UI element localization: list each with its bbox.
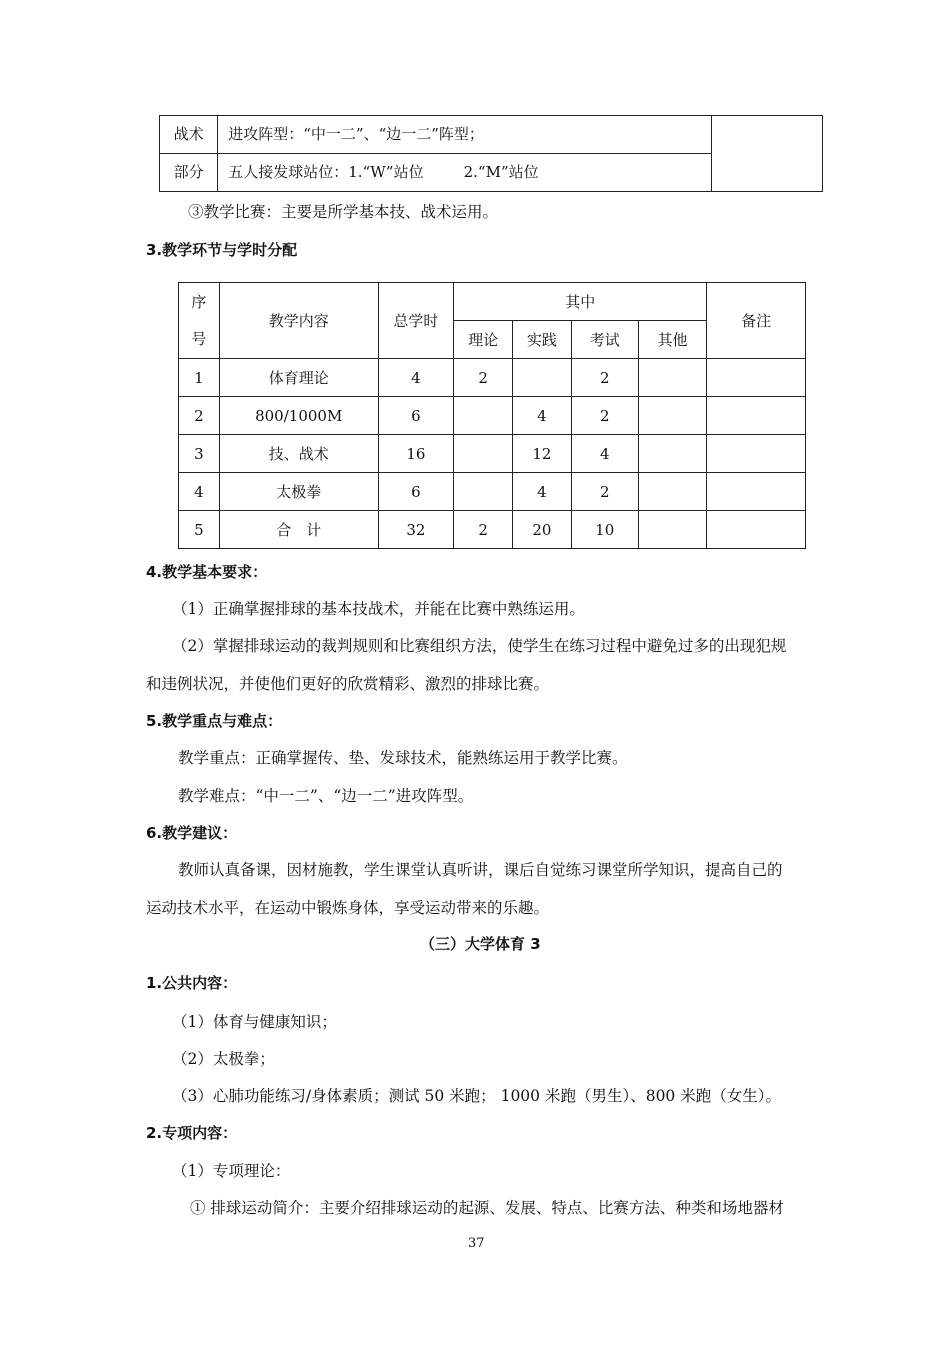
key-point: 教学重点：正确掌握传、垫、发球技术，能熟练运用于教学比赛。: [178, 749, 628, 767]
cell-total: 6: [378, 473, 454, 511]
header-exam: 考试: [571, 321, 638, 359]
cell-theory: 2: [454, 511, 513, 549]
header-total: 总学时: [378, 283, 454, 359]
page-number: 37: [468, 1236, 485, 1251]
cell-exam: 2: [571, 359, 638, 397]
cell-seq: 2: [179, 397, 220, 435]
cell-theory: [454, 473, 513, 511]
cell-content: 太极拳: [219, 473, 378, 511]
cell-content: 体育理论: [219, 359, 378, 397]
cell-seq: 1: [179, 359, 220, 397]
cell-total: 4: [378, 359, 454, 397]
table-row: [179, 473, 806, 511]
public-content-title: 1.公共内容：: [146, 974, 238, 992]
cell-total: 16: [378, 435, 454, 473]
cell-other: [638, 435, 707, 473]
cell-seq: 5: [179, 511, 220, 549]
tactics-row-2a: 五人接发球站位：1.“W”站位: [228, 163, 424, 181]
cell-practice: 4: [513, 473, 572, 511]
table-row: [179, 435, 806, 473]
course-title: （三）大学体育 3: [420, 935, 541, 953]
special-content-title: 2.专项内容：: [146, 1124, 238, 1142]
cell-exam: 4: [571, 435, 638, 473]
table-row: [179, 359, 806, 397]
cell-practice: [513, 359, 572, 397]
difficulty: 教学难点：“中一二”、“边一二”进攻阵型。: [178, 787, 474, 805]
tactics-label-1: 战术: [160, 116, 218, 154]
cell-total: 6: [378, 397, 454, 435]
cell-practice: 12: [513, 435, 572, 473]
cell-content: 技、战术: [219, 435, 378, 473]
match-note: ③教学比赛：主要是所学基本技、战术运用。: [188, 203, 499, 221]
special-item-1-intro: ① 排球运动简介：主要介绍排球运动的起源、发展、特点、比赛方法、种类和场地器材: [190, 1199, 784, 1217]
section-4-title: 4.教学基本要求：: [146, 563, 268, 581]
cell-notes: [707, 397, 806, 435]
requirement-1: （1）正确掌握排球的基本技战术，并能在比赛中熟练运用。: [172, 600, 585, 618]
cell-notes: [707, 473, 806, 511]
cell-notes: [707, 511, 806, 549]
public-item-1: （1）体育与健康知识；: [172, 1013, 337, 1031]
cell-notes: [707, 359, 806, 397]
cell-theory: [454, 397, 513, 435]
cell-content: 合 计: [219, 511, 378, 549]
section-3-title: 3.教学环节与学时分配: [146, 241, 298, 259]
public-item-2: （2）太极拳；: [172, 1050, 275, 1068]
cell-seq: 4: [179, 473, 220, 511]
special-item-1: （1）专项理论：: [172, 1162, 291, 1180]
cell-content: 800/1000M: [219, 397, 378, 435]
tactics-row-1: 进攻阵型：“中一二”、“边一二”阵型；: [218, 116, 712, 154]
header-seq-2: 号: [191, 329, 207, 348]
hours-table: [178, 282, 806, 549]
cell-exam: 10: [571, 511, 638, 549]
cell-other: [638, 359, 707, 397]
header-seq-1: 序: [191, 292, 207, 311]
header-seq: [179, 283, 220, 359]
section-5-title: 5.教学重点与难点：: [146, 712, 283, 730]
tactics-extra-cell: [711, 116, 822, 192]
header-notes: 备注: [707, 283, 806, 359]
header-other: 其他: [638, 321, 707, 359]
cell-theory: [454, 435, 513, 473]
cell-exam: 2: [571, 473, 638, 511]
cell-practice: 4: [513, 397, 572, 435]
tactics-label-2: 部分: [160, 154, 218, 192]
header-content: 教学内容: [219, 283, 378, 359]
header-practice: 实践: [513, 321, 572, 359]
tactics-table: [159, 115, 823, 192]
advice-line-2: 运动技术水平，在运动中锻炼身体，享受运动带来的乐趣。: [146, 899, 550, 917]
cell-theory: 2: [454, 359, 513, 397]
table-row: [179, 511, 806, 549]
requirement-2-line-2: 和违例状况，并使他们更好的欣赏精彩、激烈的排球比赛。: [146, 675, 550, 693]
cell-total: 32: [378, 511, 454, 549]
tactics-row-2b: 2.“M”站位: [463, 163, 539, 181]
cell-other: [638, 397, 707, 435]
cell-practice: 20: [513, 511, 572, 549]
public-item-3: （3）心肺功能练习/身体素质；测试 50 米跑； 1000 米跑（男生）、800 米跑（女生）。: [172, 1087, 781, 1105]
header-theory: 理论: [454, 321, 513, 359]
tactics-row-2: [218, 154, 712, 192]
cell-other: [638, 511, 707, 549]
table-row: [179, 397, 806, 435]
cell-other: [638, 473, 707, 511]
header-among: 其中: [454, 283, 707, 321]
requirement-2-line-1: （2）掌握排球运动的裁判规则和比赛组织方法，使学生在练习过程中避免过多的出现犯规: [172, 637, 787, 655]
section-6-title: 6.教学建议：: [146, 824, 238, 842]
cell-exam: 2: [571, 397, 638, 435]
advice-line-1: 教师认真备课，因材施教，学生课堂认真听讲，课后自觉练习课堂所学知识，提高自己的: [178, 861, 783, 879]
cell-notes: [707, 435, 806, 473]
cell-seq: 3: [179, 435, 220, 473]
